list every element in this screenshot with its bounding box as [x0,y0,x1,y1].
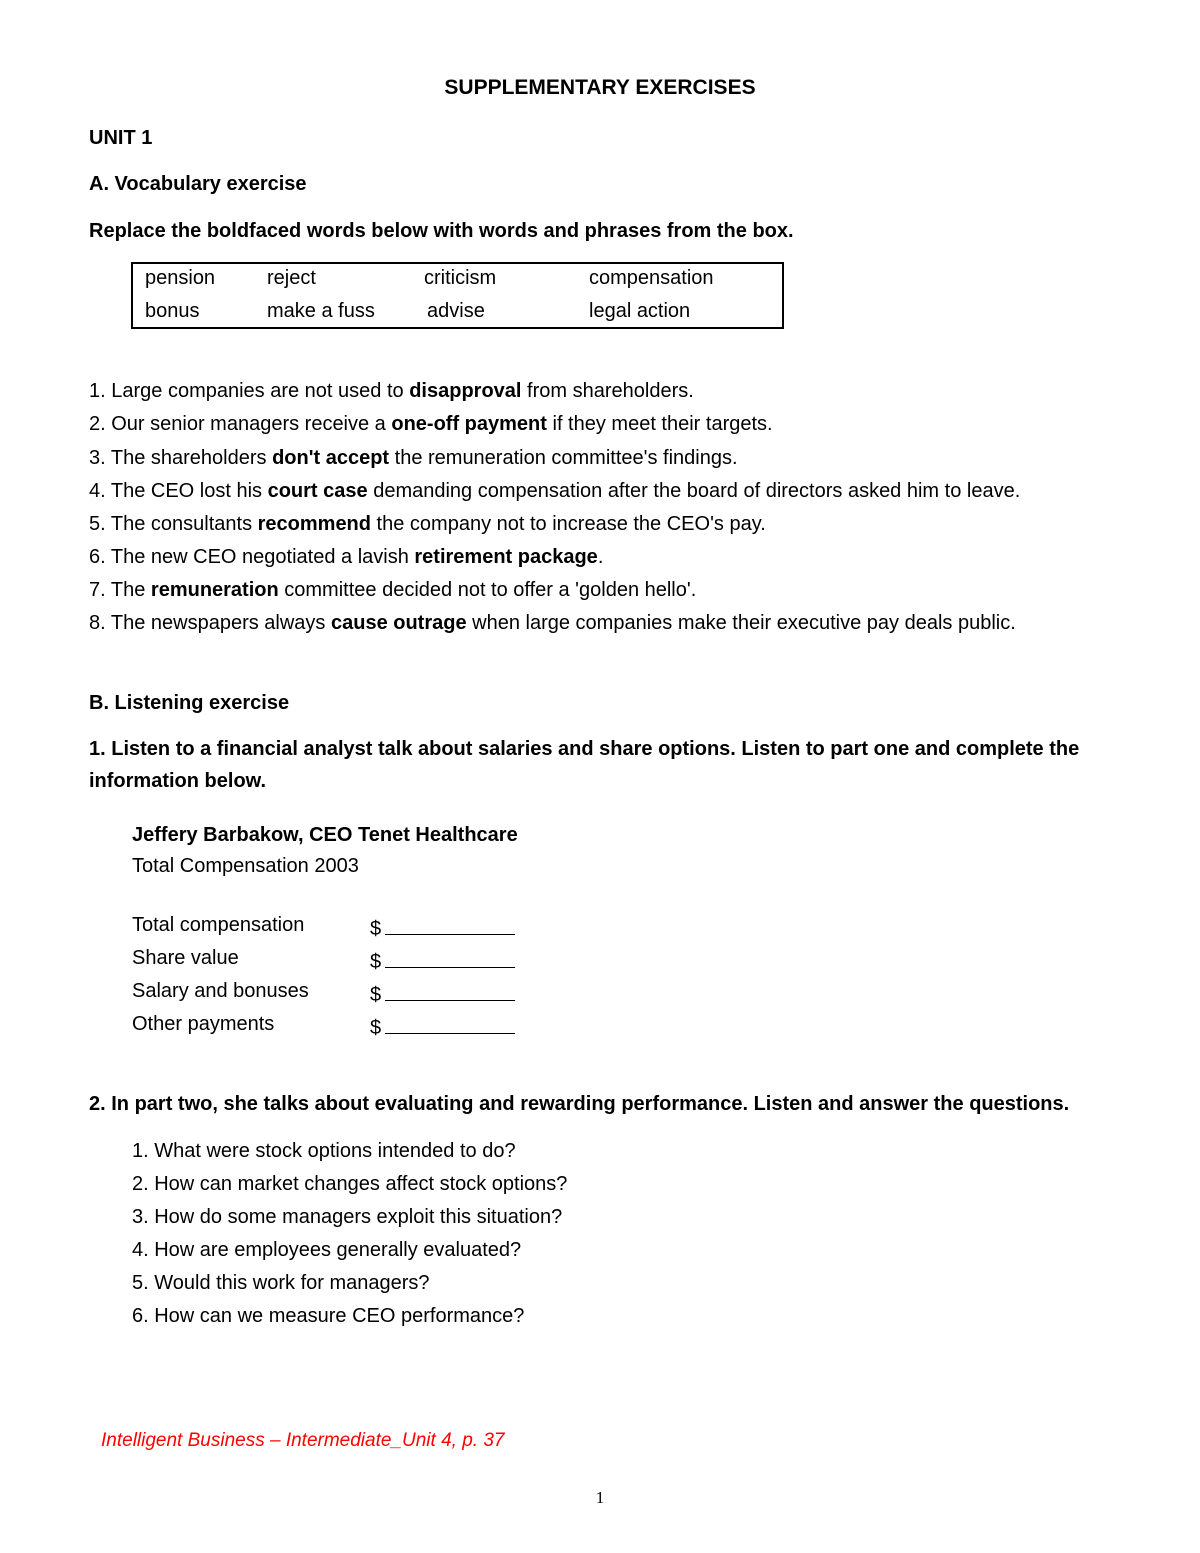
boldfaced-word: remuneration [150,579,279,601]
question-6: 6. How can we measure CEO performance? [132,1305,525,1327]
box-word: legal action [589,300,691,322]
sentence-8: 8. The newspapers always cause outrage when large companies make their executive pay deals public. [89,612,1016,634]
compensation-title: Total Compensation 2003 [132,855,359,877]
box-word: make a fuss [267,300,375,322]
dollar-sign: $ [370,918,382,940]
vocabulary-box [131,262,784,329]
question-2: 2. How can market changes affect stock options? [132,1173,568,1195]
comp-item-label: Total compensation [132,914,305,936]
comp-item-field[interactable] [370,947,515,974]
sentence-7: 7. The remuneration committee decided not to offer a 'golden hello'. [89,579,697,601]
section-a-heading: A. Vocabulary exercise [89,173,307,195]
box-word: advise [427,300,485,322]
comp-item-field[interactable] [370,1013,515,1040]
page-number: 1 [595,1488,605,1507]
comp-item-label: Salary and bonuses [132,980,309,1002]
ceo-name: Jeffery Barbakow, CEO Tenet Healthcare [132,824,518,846]
answer-blank[interactable] [385,947,515,968]
box-word: pension [145,267,216,289]
dollar-sign: $ [370,1017,382,1039]
box-word: bonus [145,300,200,322]
task-1-instruction-line-2: information below. [89,770,267,792]
answer-blank[interactable] [385,980,515,1001]
task-1-instruction-line-1: 1. Listen to a financial analyst talk about salaries and share options. Listen to part one and complete the [89,738,1080,760]
comp-item-label: Other payments [132,1013,275,1035]
box-word: reject [267,267,316,289]
question-4: 4. How are employees generally evaluated? [132,1239,522,1261]
boldfaced-word: don't accept [272,447,390,469]
comp-item-field[interactable] [370,980,515,1007]
comp-item-field[interactable] [370,914,515,941]
unit-heading: UNIT 1 [89,127,153,149]
boldfaced-word: court case [267,480,368,502]
sentence-4: 4. The CEO lost his court case demanding compensation after the board of directors asked him to leave. [89,480,1021,502]
sentence-6: 6. The new CEO negotiated a lavish retirement package. [89,546,604,568]
section-a-instruction: Replace the boldfaced words below with words and phrases from the box. [89,220,794,242]
question-1: 1. What were stock options intended to do? [132,1140,516,1162]
box-word: compensation [589,267,714,289]
dollar-sign: $ [370,984,382,1006]
boldfaced-word: disapproval [409,380,522,402]
sentence-5: 5. The consultants recommend the company not to increase the CEO's pay. [89,513,766,535]
answer-blank[interactable] [385,914,515,935]
question-3: 3. How do some managers exploit this situation? [132,1206,563,1228]
boldfaced-word: one-off payment [391,413,547,435]
comp-item-label: Share value [132,947,239,969]
boldfaced-word: recommend [257,513,371,535]
answer-blank[interactable] [385,1013,515,1034]
page-title: SUPPLEMENTARY EXERCISES [444,76,756,99]
boldfaced-word: retirement package [414,546,598,568]
source-reference: Intelligent Business – Intermediate_Unit 4, p. 37 [101,1430,505,1451]
box-word: criticism [424,267,497,289]
question-5: 5. Would this work for managers? [132,1272,430,1294]
sentence-3: 3. The shareholders don't accept the remuneration committee's findings. [89,447,738,469]
dollar-sign: $ [370,951,382,973]
task-2-instruction: 2. In part two, she talks about evaluating and rewarding performance. Listen and answer the questions. [89,1093,1070,1115]
section-b-heading: B. Listening exercise [89,692,290,714]
sentence-1: 1. Large companies are not used to disapproval from shareholders. [89,380,694,402]
boldfaced-word: cause outrage [330,612,467,634]
sentence-2: 2. Our senior managers receive a one-off payment if they meet their targets. [89,413,773,435]
